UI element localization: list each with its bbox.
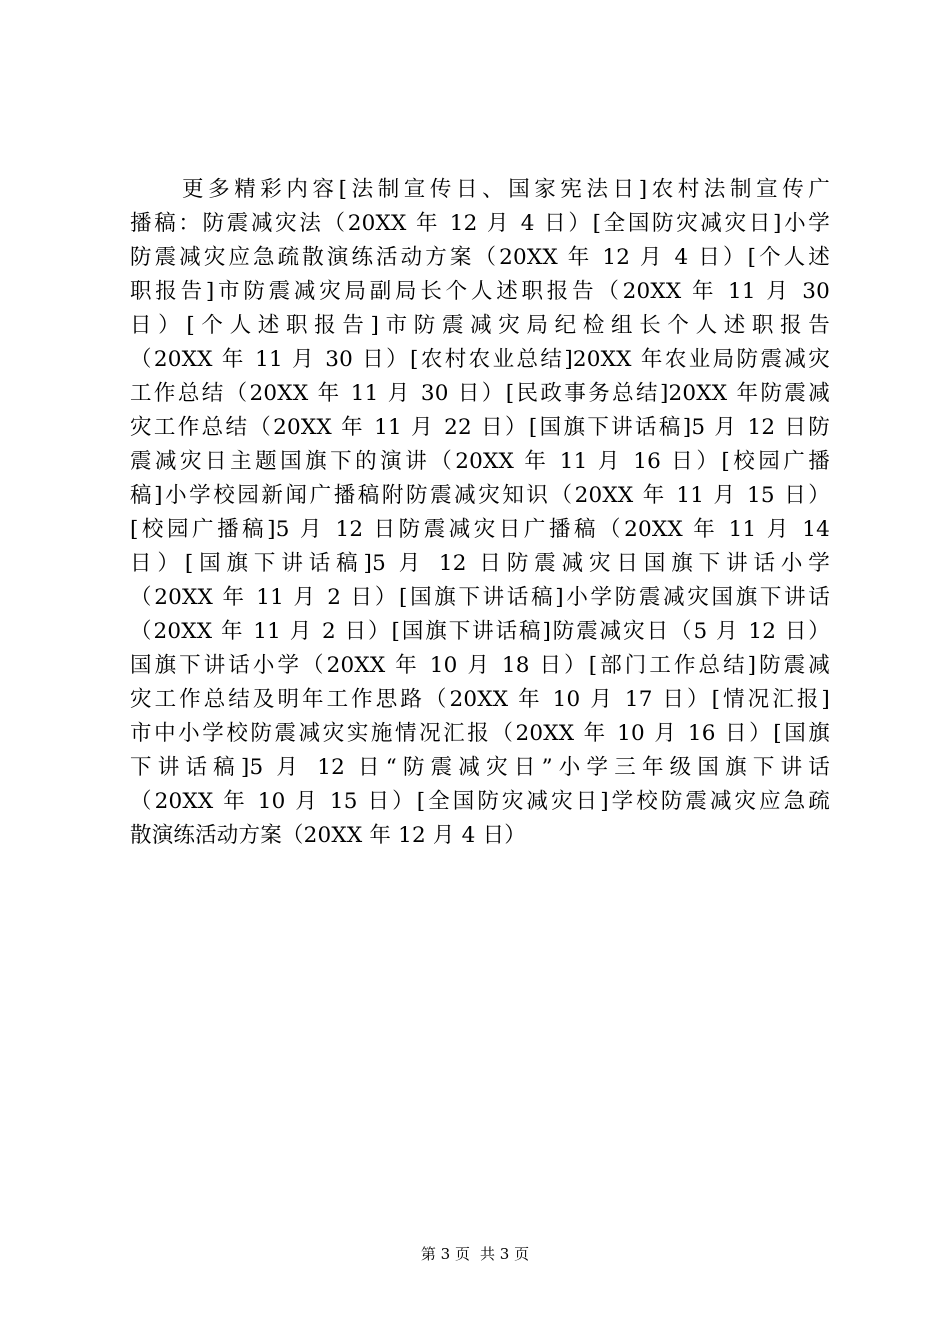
body-line: 市中小学校防震减灾实施情况汇报（20XX 年 10 月 16 日）[国旗 <box>130 721 830 746</box>
body-line: 稿]小学校园新闻广播稿附防震减灾知识（20XX 年 11 月 15 日） <box>130 483 830 508</box>
body-line: 工作总结（20XX 年 11 月 30 日）[民政事务总结]20XX 年防震减 <box>130 381 830 406</box>
body-line: 职报告]市防震减灾局副局长个人述职报告（20XX 年 11 月 30 <box>130 279 830 304</box>
body-line: 防震减灾应急疏散演练活动方案（20XX 年 12 月 4 日）[个人述 <box>130 245 830 270</box>
body-line: 震减灾日主题国旗下的演讲（20XX 年 11 月 16 日）[校园广播 <box>130 449 830 474</box>
page-number-total: 共 3 页 <box>480 1245 530 1263</box>
body-line: 下讲话稿]5 月 12 日“防震减灾日”小学三年级国旗下讲话 <box>130 755 830 780</box>
body-line: 灾工作总结（20XX 年 11 月 22 日）[国旗下讲话稿]5 月 12 日防 <box>130 415 830 440</box>
body-line: 灾工作总结及明年工作思路（20XX 年 10 月 17 日）[情况汇报] <box>130 687 830 712</box>
body-line: 播稿：防震减灾法（20XX 年 12 月 4 日）[全国防灾减灾日]小学 <box>130 211 830 236</box>
body-line: 更多精彩内容[法制宣传日、国家宪法日]农村法制宣传广 <box>182 177 830 202</box>
body-line: 日）[国旗下讲话稿]5 月 12 日防震减灾日国旗下讲话小学 <box>130 551 830 576</box>
body-line: 国旗下讲话小学（20XX 年 10 月 18 日）[部门工作总结]防震减 <box>130 653 830 678</box>
body-line: （20XX 年 10 月 15 日）[全国防灾减灾日]学校防震减灾应急疏 <box>130 789 830 814</box>
page-footer <box>0 1244 950 1264</box>
body-line: 散演练活动方案（20XX 年 12 月 4 日） <box>130 823 526 848</box>
body-line: （20XX 年 11 月 2 日）[国旗下讲话稿]小学防震减灾国旗下讲话 <box>130 585 830 610</box>
body-line: （20XX 年 11 月 30 日）[农村农业总结]20XX 年农业局防震减灾 <box>130 347 830 372</box>
body-line: （20XX 年 11 月 2 日）[国旗下讲话稿]防震减灾日（5 月 12 日） <box>130 619 830 644</box>
body-line: 日）[个人述职报告]市防震减灾局纪检组长个人述职报告 <box>130 313 830 338</box>
page-number-current: 第 3 页 <box>420 1245 470 1263</box>
document-body <box>130 173 830 853</box>
body-line: [校园广播稿]5 月 12 日防震减灾日广播稿（20XX 年 11 月 14 <box>130 517 830 542</box>
